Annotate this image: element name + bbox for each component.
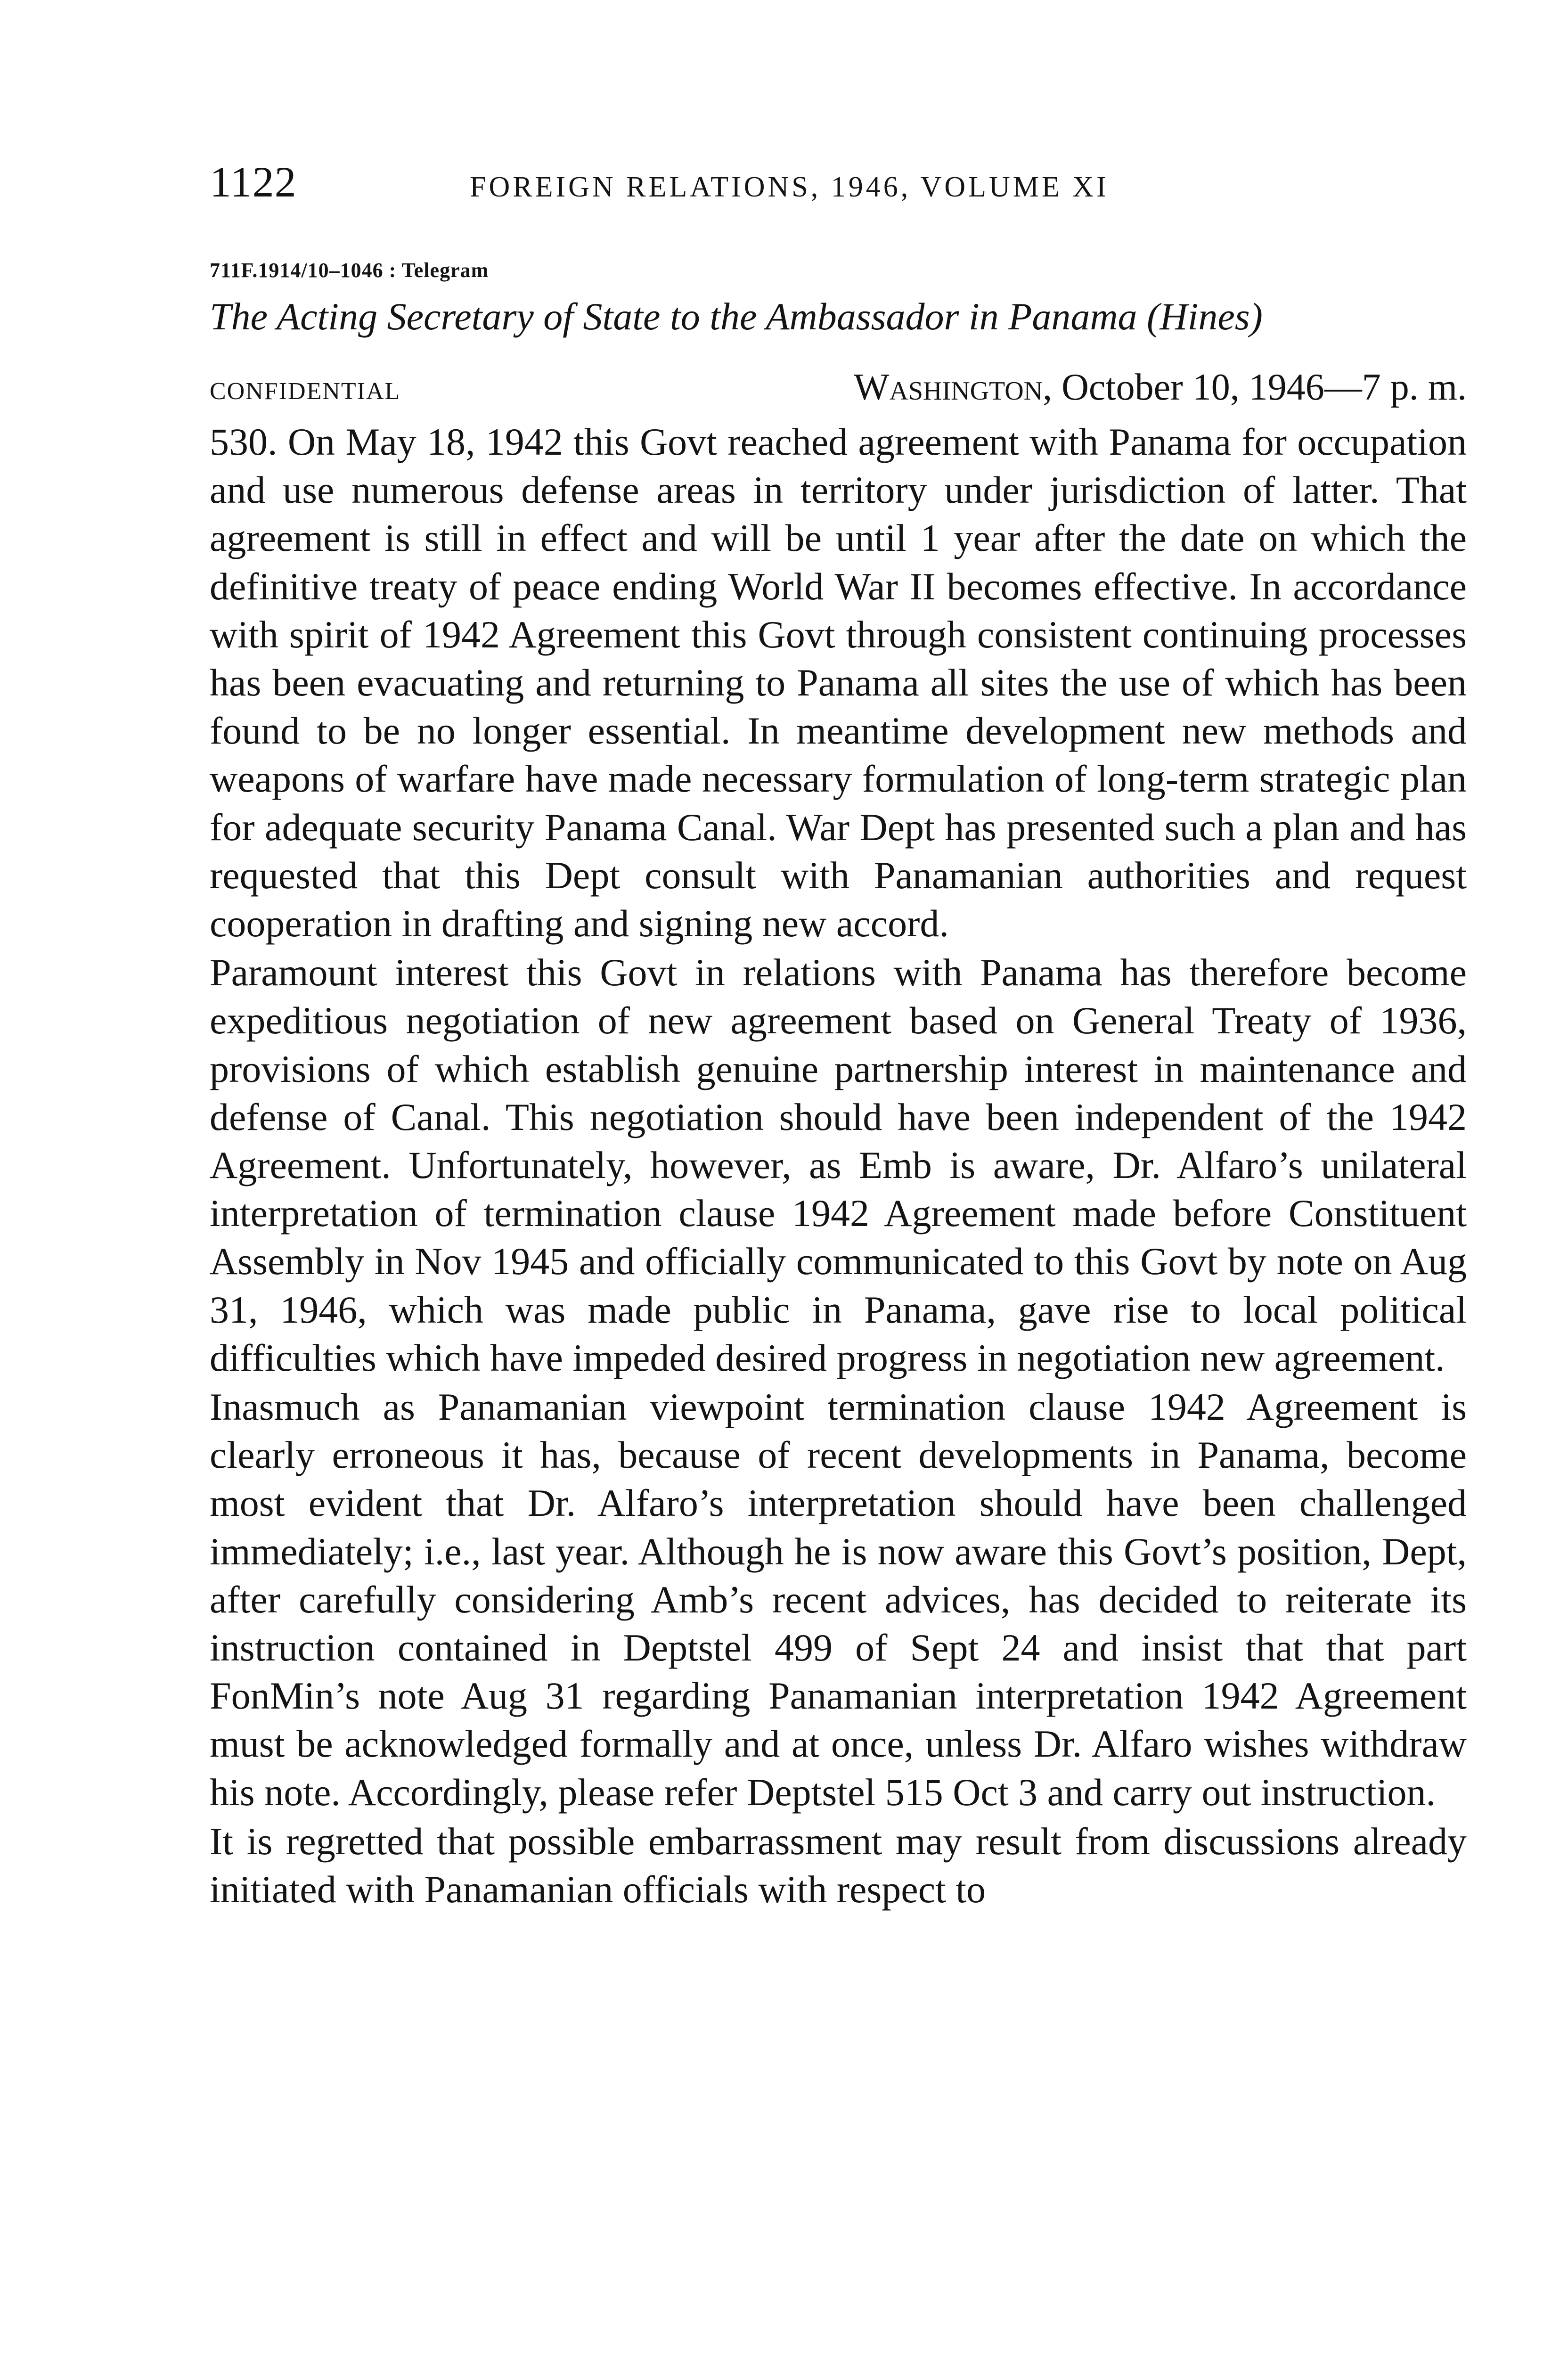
place: Washington, — [853, 367, 1053, 408]
body-paragraph: Inasmuch as Panamanian viewpoint termination clause 1942 Agreement is clearly erroneous it has, because of recent developments in Panama, become most evident that Dr. Alfaro’s interpretation should have been challenged immediately; i.e., last year. Although he is now aware this Govt’s position, Dept, after carefully considering Amb’s recent advices, has decided to reiterate its instruction contained in Deptstel 499 of Sept 24 and insist that that part FonMin’s note Aug 31 regarding Panamanian interpretation 1942 Agreement must be acknowledged formally and at once, unless Dr. Alfaro wishes withdraw his note. Accordingly, please refer Deptstel 515 Oct 3 and carry out instruction. — [210, 1385, 1467, 1814]
body-paragraph: Paramount interest this Govt in relations with Panama has therefore become expeditious negotiation of new agreement based on General Treaty of 1936, provisions of which establish genuine partnership interest in maintenance and defense of Canal. This negotiation should have been independent of the 1942 Agreement. Unfortunately, however, as Emb is aware, Dr. Alfaro’s unilateral interpretation of termination clause 1942 Agreement made before Constituent Assembly in Nov 1945 and officially communicated to this Govt by note on Aug 31, 1946, which was made public in Panama, gave rise to local political difficulties which have impeded desired progress in negotiation new agreement. — [210, 951, 1467, 1379]
document-page — [210, 160, 1467, 1914]
page-number: 1122 — [210, 158, 297, 206]
date: October 10, 1946—7 p. m. — [1062, 367, 1467, 408]
running-title: FOREIGN RELATIONS, 1946, VOLUME XI — [470, 171, 1109, 203]
document-title: The Acting Secretary of State to the Ambassador in Panama (Hines) — [210, 295, 1263, 338]
body-paragraph: 530. On May 18, 1942 this Govt reached agreement with Panama for occupation and use numerous defense areas in territory under jurisdiction of latter. That agreement is still in effect and will be until 1 year after the date on which the definitive treaty of peace ending World War II becomes effective. In accordance with spirit of 1942 Agreement this Govt through consistent continuing processes has been evacuating and returning to Panama all sites the use of which has been found to be no longer essential. In meantime development new methods and weapons of warfare have made necessary formulation of long-term strategic plan for adequate security Panama Canal. War Dept has presented such a plan and has requested that this Dept consult with Panamanian authorities and request cooperation in drafting and signing new accord. — [210, 420, 1467, 945]
telegram-body — [210, 418, 1467, 1914]
classification-label: CONFIDENTIAL — [210, 378, 401, 405]
dateline — [210, 366, 1467, 418]
place-and-date — [854, 366, 1467, 409]
page-header — [210, 160, 1467, 221]
body-paragraph: It is regretted that possible embarrassment may result from discussions already initiated with Panamanian officials with respect to — [210, 1819, 1467, 1911]
file-reference: 711F.1914/10–1046 : Telegram — [210, 259, 489, 282]
